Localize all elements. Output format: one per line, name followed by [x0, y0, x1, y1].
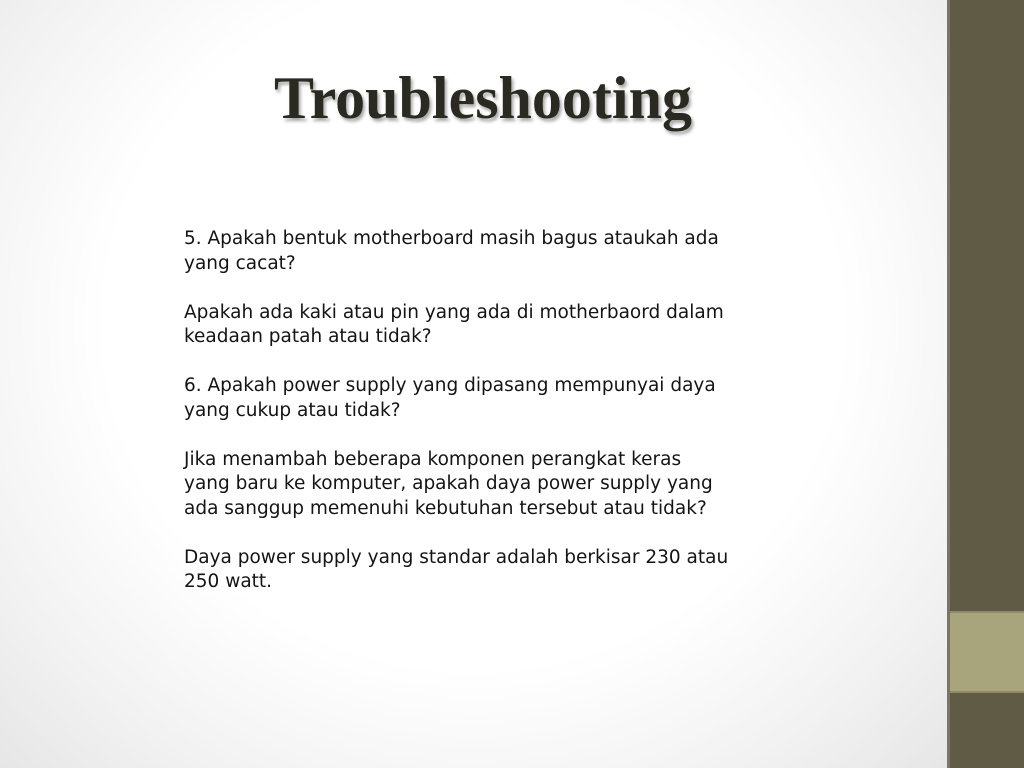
text-line: Jika menambah beberapa komponen perangkat keras	[184, 448, 682, 470]
paragraph-motherboard-pins	[184, 301, 804, 350]
sidebar-accent-block	[950, 613, 1024, 691]
text-line: 6. Apakah power supply yang dipasang mempunyai daya	[184, 375, 716, 396]
text-line: Apakah ada kaki atau pin yang ada di motherbaord dalam	[184, 301, 724, 323]
text-line: yang cacat?	[184, 252, 296, 274]
text-line: keadaan patah atau tidak?	[184, 326, 432, 347]
text-line: ada sanggup memenuhi kebutuhan tersebut atau tidak?	[184, 497, 707, 519]
slide-body	[184, 227, 804, 619]
paragraph-standard-wattage	[184, 546, 804, 595]
text-line: yang cukup atau tidak?	[184, 399, 401, 421]
paragraph-new-components	[184, 448, 804, 522]
paragraph-motherboard-shape	[184, 227, 804, 276]
slide-title: Troubleshooting	[274, 65, 692, 131]
text-line: Daya power supply yang standar adalah berkisar 230 atau	[184, 546, 729, 568]
text-line: 5. Apakah bentuk motherboard masih bagus ataukah ada	[184, 228, 719, 249]
paragraph-power-supply	[184, 374, 804, 423]
decorative-sidebar	[947, 0, 1024, 768]
text-line: 250 watt.	[184, 571, 273, 592]
text-line: yang baru ke komputer, apakah daya power supply yang	[184, 473, 713, 494]
sidebar-accent-border-bottom	[950, 691, 1024, 693]
